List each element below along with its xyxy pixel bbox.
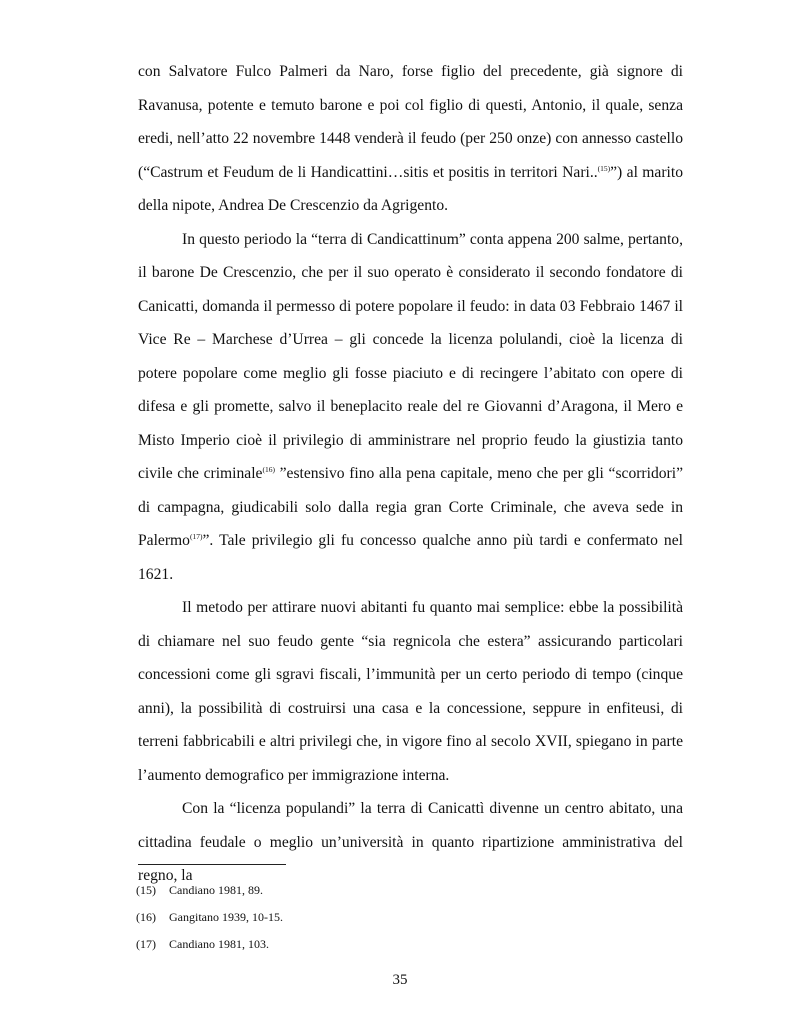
paragraph-4: Con la “licenza populandi” la terra di Canicattì divenne un centro abitato, una cittadina feudale o meglio un’università in quanto ripartizione amministrativa del regno, la — [138, 800, 683, 884]
footnote-ref-16: (16) — [262, 465, 275, 474]
footnote-separator — [138, 864, 286, 865]
footnote-text: Gangitano 1939, 10-15. — [169, 910, 283, 924]
footnote-text: Candiano 1981, 89. — [169, 883, 263, 897]
paragraph-1-text-b: ”) al marito della nipote, Andrea De Crescenzio da Agrigento. — [138, 163, 683, 214]
footnote-item — [136, 904, 283, 931]
footnote-number: (17) — [136, 937, 156, 951]
footnote-number: (16) — [136, 910, 156, 924]
paragraph-2 — [138, 223, 683, 592]
paragraph-1-text-a: con Salvatore Fulco Palmeri da Naro, forse figlio del precedente, già signore di Ravanusa, potente e temuto barone e poi col figlio di questi, Antonio, il quale, senza eredi, nell’atto 22 novembre 1448 venderà il feudo (per 250 onze) con annesso castello (“Castrum et Feudum de li Handicattini…sitis et positis in territori Nari.. — [138, 63, 683, 181]
paragraph-2-text-b: ”estensivo fino alla pena capitale, meno che per gli “scorridori” di campagna, giudicabili solo dalla regia gran Corte Criminale, che aveva sede in Palermo — [138, 465, 683, 549]
footnote-number: (15) — [136, 883, 156, 897]
footnote-ref-15: (15) — [597, 163, 611, 173]
paragraph-2-text-a: In questo periodo la “terra di Candicattinum” conta appena 200 salme, pertanto, il barone De Crescenzio, che per il suo operato è considerato il secondo fondatore di Canicatti, domanda il permesso di potere popolare il feudo: in data 03 Febbraio 1467 il Vice Re – Marchese d’Urrea – gli concede la licenza polulandi, cioè la licenza di potere popolare come meglio gli fosse piaciuto e di recingere l’abitato con opere di difesa e gli promette, salvo il beneplacito reale del re Giovanni d’Aragona, il Mero e Misto Imperio cioè il privilegio di amministrare nel proprio feudo la giustizia tanto civile che criminale — [138, 230, 683, 482]
footnote-ref-17: (17) — [189, 532, 203, 541]
footnote-text: Candiano 1981, 103. — [169, 937, 269, 951]
page-number: 35 — [392, 972, 408, 988]
body-text — [138, 55, 683, 893]
footnote-item — [136, 931, 283, 958]
paragraph-3: Il metodo per attirare nuovi abitanti fu quanto mai semplice: ebbe la possibilità di chiamare nel suo feudo gente “sia regnicola che estera” assicurando particolari concessioni come gli sgravi fiscali, l’immunità per un certo periodo di tempo (cinque anni), la possibilità di costruirsi una casa e la concessione, seppure in enfiteusi, di terreni fabbricabili e altri privilegi che, in vigore fino al secolo XVII, spiegano in parte l’aumento demografico per immigrazione interna. — [138, 599, 683, 784]
footnotes — [136, 877, 283, 958]
footnote-item — [136, 877, 283, 904]
paragraph-1 — [138, 55, 683, 223]
paragraph-2-text-c: ”. Tale privilegio gli fu concesso qualche anno più tardi e confermato nel 1621. — [138, 532, 683, 583]
